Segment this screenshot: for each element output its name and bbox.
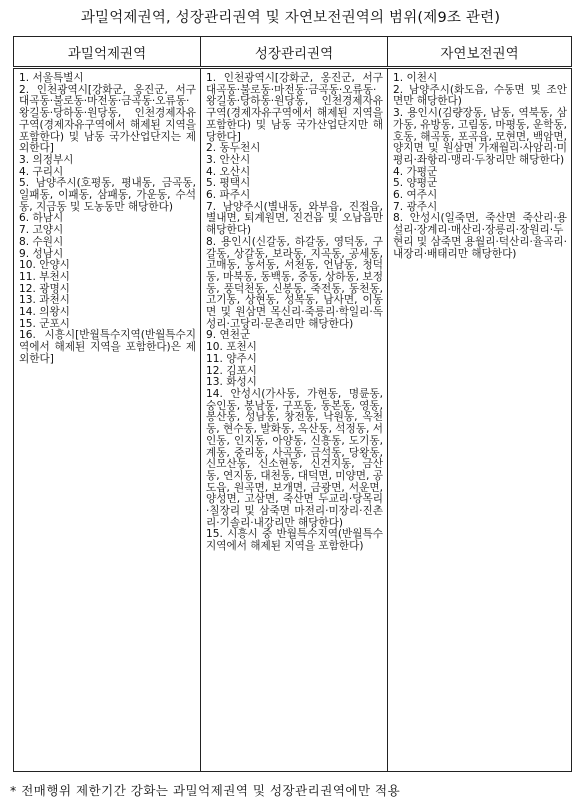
list-item: 6. 파주시 <box>206 189 251 202</box>
list-item: 8. 안성시(일죽면, 죽산면 죽산리·용설리·장계리·매산리·장릉리·장원리·두현리 및 삼죽면 용월리·덕산리·율곡리·내장리·배태리만 해당한다) <box>393 212 567 260</box>
list-item: 10. 포천시 <box>206 341 257 354</box>
list-item: 6. 여주시 <box>393 189 438 202</box>
body-row <box>14 68 572 772</box>
list-item: 13. 화성시 <box>206 376 257 389</box>
region-table <box>13 36 572 772</box>
list-item: 3. 안산시 <box>206 153 251 166</box>
list-item: 5. 남양주시(호평동, 평내동, 금곡동, 일패동, 이패동, 삼패동, 가운동, 수석동, 지금동 및 도농동만 해당한다) <box>19 177 196 213</box>
list-item: 8. 수원시 <box>19 235 64 248</box>
page-title: 과밀억제권역, 성장관리권역 및 자연보전권역의 범위(제9조 관련) <box>80 10 501 26</box>
header-growth-management: 성장관리권역 <box>201 37 388 68</box>
list-item: 1. 이천시 <box>393 72 438 84</box>
list-item: 11. 양주시 <box>206 352 257 365</box>
cell-overcrowding-control <box>14 68 201 772</box>
list-item: 8. 용인시(신갈동, 하갈동, 영덕동, 구갈동, 상갈동, 보라동, 지곡동, 공세동, 고매동, 농서동, 서천동, 언남동, 청덕동, 마북동, 동백동, 중동, 상하동, 보정동, 풍덕천동, 신봉동, 죽전동, 동천동, 고기동, 상현동, 성복동, 남사면, 이동면 및 원삼면 목신리·죽릉리·학일리·독성리·고당리·문촌리만 해당한다) <box>206 235 383 330</box>
list-item: 15. 군포시 <box>19 317 70 330</box>
footnote: * 전매행위 제한기간 강화는 과밀억제권역 및 성장관리권역에만 적용 <box>10 783 401 798</box>
header-row <box>14 37 572 68</box>
list-item: 7. 고양시 <box>19 224 64 237</box>
list-item: 2. 인천광역시[강화군, 옹진군, 서구 대곡동·불로동·마전동·금곡동·오류동·왕길동·당하동·원당동, 인천경제자유구역(경제자유구역에서 해제된 지역을 포함한다) 및 남동 국가산업단지는 제외한다] <box>19 83 196 155</box>
list-item: 11. 부천시 <box>19 270 70 283</box>
list-item: 4. 오산시 <box>206 165 251 178</box>
list-item: 14. 안성시(가사동, 가현동, 명륜동, 숭인동, 봉남동, 구포동, 동본동, 영동, 봉산동, 성남동, 창전동, 낙원동, 옥천동, 현수동, 발화동, 옥산동, 석정동, 서인동, 인지동, 아양동, 신흥동, 도기동, 계동, 중리동, 사곡동, 금석동, 당왕동, 신모산동, 신소현동, 신건지동, 금산동, 연지동, 대천동, 대덕면, 미양면, 공도읍, 원곡면, 보개면, 금광면, 서운면, 양성면, 고삼면, 죽산면 두교리·당목리·칠장리 및 삼죽면 마전리·미장리·진촌리·기솔리·내강리만 해당한다) <box>206 387 383 529</box>
list-item: 7. 광주시 <box>393 200 438 213</box>
list-item: 1. 인천광역시[강화군, 옹진군, 서구 대곡동·불로동·마전동·금곡동·오류동·왕길동·당하동·원당동, 인천경제자유구역(경제자유구역에서 해제된 지역을 포함한다) 및 남동 국가산업단지만 해당한다] <box>206 72 383 143</box>
list-item: 2. 남양주시(화도읍, 수동면 및 조안면만 해당한다) <box>393 83 567 108</box>
list-growth-management <box>206 73 383 553</box>
list-item: 12. 김포시 <box>206 364 257 377</box>
list-item: 7. 남양주시(별내동, 와부읍, 진접읍, 별내면, 퇴계원면, 진건읍 및 오남읍만 해당한다) <box>206 200 383 237</box>
header-nature-conservation: 자연보전권역 <box>388 37 572 68</box>
list-item: 5. 양평군 <box>393 177 438 190</box>
list-item: 6. 하남시 <box>19 212 64 225</box>
list-item: 4. 가평군 <box>393 165 438 178</box>
list-item: 3. 용인시(김량장동, 남동, 역북동, 삼가동, 유방동, 고림동, 마평동, 운학동, 호동, 해곡동, 포곡읍, 모현면, 백암면, 양지면 및 원삼면 가재월리·사암리·미평리·좌항리·맹리·두창리만 해당한다) <box>393 107 567 166</box>
cell-growth-management <box>201 68 388 772</box>
list-item: 15. 시흥시 중 반월특수지역(반월특수지역에서 해제된 지역을 포함한다) <box>206 528 383 553</box>
list-item: 16. 시흥시[반월특수지역(반월특수지역에서 해제된 지역을 포함한다)은 제외한다] <box>19 329 196 365</box>
list-item: 5. 평택시 <box>206 177 251 190</box>
list-overcrowding-control <box>19 73 196 366</box>
list-item: 1. 서울특별시 <box>19 72 84 84</box>
list-nature-conservation <box>393 73 567 260</box>
header-overcrowding-control: 과밀억제권역 <box>14 37 201 68</box>
list-item: 2. 동두천시 <box>206 142 261 155</box>
list-item: 9. 연천군 <box>206 329 251 342</box>
list-item: 14. 의왕시 <box>19 306 70 319</box>
list-item: 12. 광명시 <box>19 282 70 295</box>
list-item: 3. 의정부시 <box>19 153 74 166</box>
list-item: 9. 성남시 <box>19 247 64 260</box>
list-item: 10. 안양시 <box>19 259 70 272</box>
list-item: 13. 과천시 <box>19 294 70 307</box>
list-item: 4. 구리시 <box>19 165 64 178</box>
cell-nature-conservation <box>388 68 572 772</box>
